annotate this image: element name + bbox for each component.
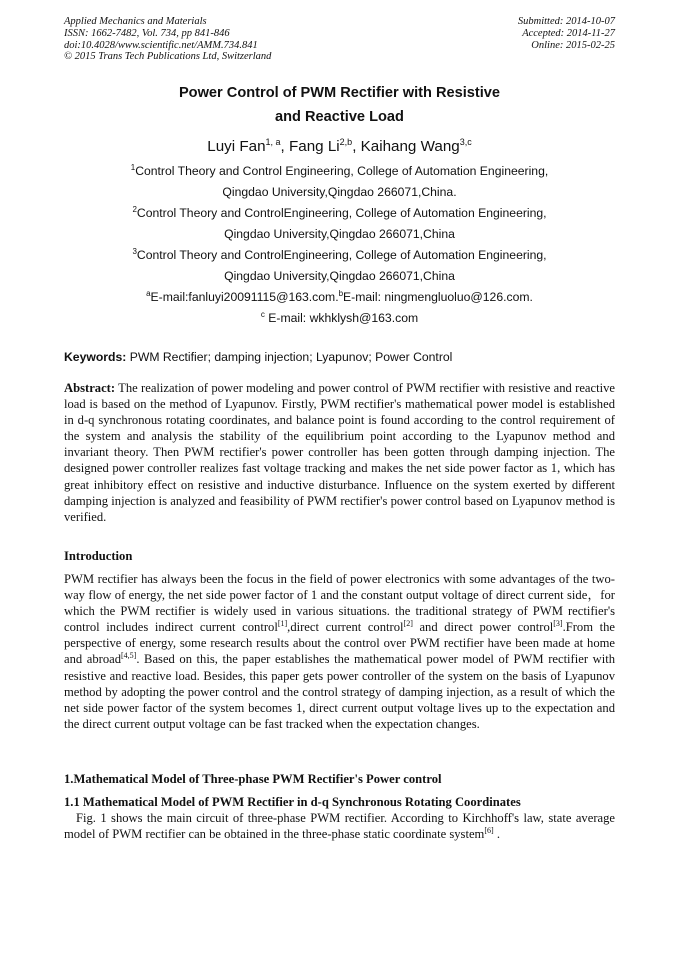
keywords [64,348,615,366]
paper-title [64,81,615,129]
affiliation-sup: 2 [132,205,137,214]
author-2-sup: 2,b [339,137,353,147]
journal-doi: doi:10.4028/www.scientific.net/AMM.734.841 [64,39,258,51]
email-sup: c [260,310,265,319]
affiliation-2-line-2: Qingdao University,Qingdao 266071,China [224,227,455,241]
journal-issn: ISSN: 1662-7482, Vol. 734, pp 841-846 [64,27,230,39]
author-3-sup: 3,c [459,137,472,147]
email-a: E-mail:fanluyi20091115@163.com. [150,290,339,304]
abstract-label: Abstract: [64,381,116,395]
email-b: E-mail: ningmengluoluo@126.com. [343,290,533,304]
affiliation-sup: 3 [132,247,137,256]
keywords-text: PWM Rectifier; damping injection; Lyapunov; Power Control [126,350,453,364]
online-date: Online: 2015-02-25 [531,39,615,51]
affiliation-text: Control Theory and ControlEngineering, College of Automation Engineering, [136,206,547,220]
introduction-paragraph [64,571,615,732]
section-1-heading: 1.Mathematical Model of Three-phase PWM Rectifier's Power control [64,772,442,786]
affiliation-2-line-1 [64,203,615,224]
keywords-label: Keywords: [64,350,127,364]
abstract-text: The realization of power modeling and power control of PWM rectifier with resistive and reactive load is based on the method of Lyapunov. Firstly, PWM rectifier's mathematical power model is established in d-q synchronous rotating coordinates, and balance point is found according to the control requirement of the system and analysis the stability of the equilibrium point according to the Lyapunov method and invariant theory. Then PWM rectifier's power controller has been gotten through damping injection. The designed power controller realizes fast voltage tracking and makes the net side power factor as 1, which has great inhibitory effect on resistive and inductive disturbance. Influence on the system exerted by different damping injection is analyzed and feasibility of PWM rectifier's power control based on Lyapunov method is verified. [64,381,615,524]
section-text-tail: . [493,827,500,842]
section-1-1-paragraph [64,810,615,842]
affiliation-3-line-2: Qingdao University,Qingdao 266071,China [224,269,455,283]
citation-ref: [3] [553,619,563,629]
affiliation-sup: 1 [130,163,136,172]
email-line-1 [64,287,615,308]
intro-text: . Based on this, the paper establishes the mathematical power model of PWM rectifier with resistive and reactive load. Besides, this paper gets power controller of the system on the basis of Lyapunov method by adopting the power control and the control strategy of damping injection, as a result of which the net side power factor of the system becomes 1, direct current output voltage lives up to the expectation and the direct current output voltage can be fast tracked when the expectation changes. [64,652,615,731]
affiliation-text: Control Theory and Control Engineering, College of Automation Engineering, [135,164,549,178]
email-sup: b [338,289,344,298]
author-1-sup: 1, a [265,137,281,147]
abstract [64,380,615,525]
citation-ref: [2] [403,619,413,629]
intro-text: PWM rectifier has always been the focus in the field of power electronics with some advantages of the two-way flow of energy, the net side power factor of 1 and the constant output voltage of direct current side，for which the PWM rectifier is widely used in various situations. the traditional strategy of PWM rectifier's control includes indirect current control [64,572,615,635]
author-2-name: Fang Li [289,138,340,155]
affiliation-1-line-1 [64,161,615,182]
intro-text: .From the perspective of energy, some research results about the control over PWM rectifier have been made at home and abroad [64,620,616,667]
intro-text: ,direct current control [287,620,404,635]
affiliation-1-line-2: Qingdao University,Qingdao 266071,China. [222,185,457,199]
title-line-1: Power Control of PWM Rectifier with Resistive [178,85,501,101]
affiliation-text: Control Theory and ControlEngineering, College of Automation Engineering, [136,248,547,262]
email-sup: a [146,289,151,298]
section-text: Fig. 1 shows the main circuit of three-phase PWM rectifier. According to Kirchhoff's law, state average model of PWM rectifier can be obtained in the three-phase static coordinate system [64,811,615,842]
journal-info [64,16,271,63]
affiliation-3-line-1 [64,245,615,266]
author-list [64,137,615,157]
title-line-2: and Reactive Load [275,109,404,125]
submitted-date: Submitted: 2014-10-07 [517,16,615,27]
accepted-date: Accepted: 2014-11-27 [522,27,615,39]
citation-ref: [4,5] [121,651,137,661]
citation-ref: [1] [277,619,288,629]
affiliations [64,161,615,329]
section-1-1-heading: 1.1 Mathematical Model of PWM Rectifier in d-q Synchronous Rotating Coordinates [64,795,521,809]
email-line-2 [64,308,615,329]
journal-copyright: © 2015 Trans Tech Publications Ltd, Switzerland [64,51,272,63]
author-separator: , [352,138,361,155]
intro-text: and direct power control [412,620,554,635]
submission-dates [518,16,615,51]
citation-ref: [6] [484,826,494,836]
author-3-name: Kaihang Wang [360,138,460,155]
email-c: E-mail: wkhklysh@163.com [264,311,419,325]
author-separator: , [280,138,289,155]
introduction-heading: Introduction [64,549,133,563]
author-1-name: Luyi Fan [207,138,266,155]
journal-name: Applied Mechanics and Materials [64,16,207,27]
